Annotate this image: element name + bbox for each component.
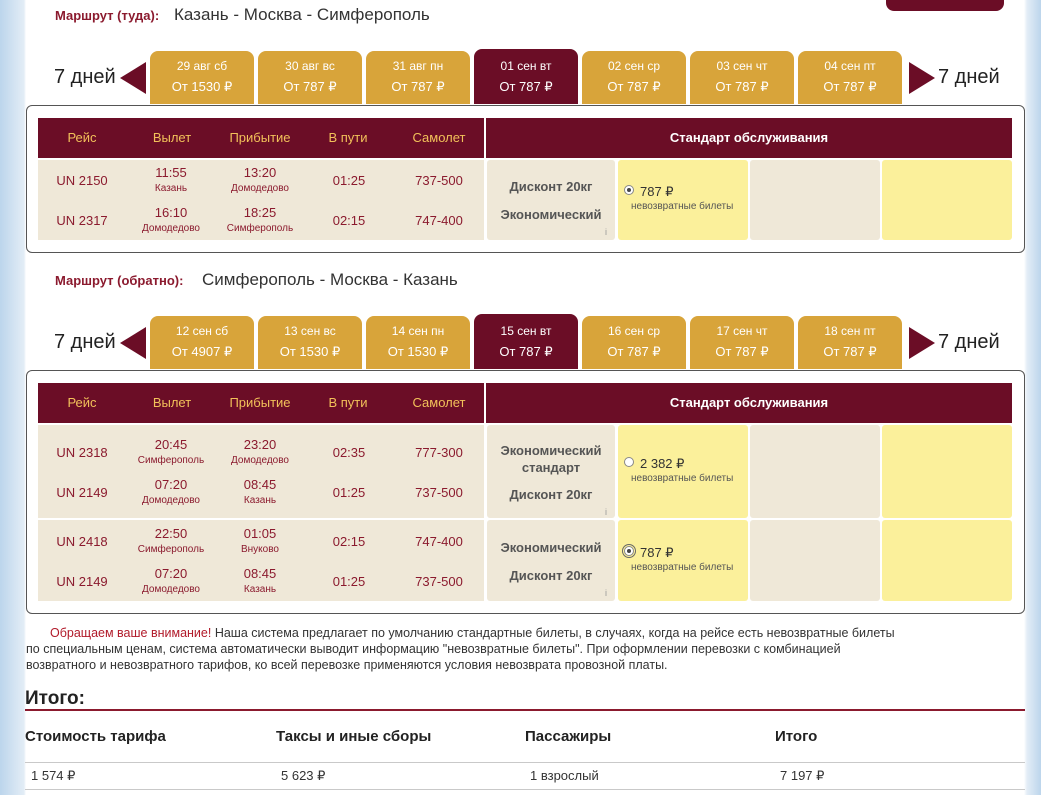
- fare-radio[interactable]: [624, 546, 634, 556]
- outbound-date-tabs: [150, 51, 906, 107]
- summary-title: Итого:: [25, 688, 85, 709]
- dep-city: Казань: [154, 183, 188, 194]
- top-action-button[interactable]: [886, 0, 1004, 11]
- summary-divider: [25, 709, 1025, 711]
- fare-empty-cell: [750, 425, 880, 518]
- outbound-next-days[interactable]: 7 дней: [938, 66, 1000, 88]
- dep-time: 20:45: [154, 437, 188, 452]
- outbound-prev-days[interactable]: 7 дней: [54, 66, 116, 88]
- tariff-name: стандарт: [521, 460, 581, 475]
- fare-empty-cell: [882, 160, 1012, 240]
- notice-text: [26, 625, 1026, 673]
- date-tab[interactable]: 16 сен ср От 787 ₽: [582, 316, 686, 369]
- header-aircraft: Самолет: [412, 130, 466, 145]
- outbound-route-label: Маршрут (туда):: [55, 8, 160, 23]
- flight-number: UN 2149: [56, 574, 108, 589]
- duration: 01:25: [332, 173, 366, 188]
- duration: 01:25: [332, 574, 366, 589]
- arr-city: Симферополь: [226, 223, 294, 234]
- arr-city: Казань: [243, 495, 277, 506]
- inbound-prev-days[interactable]: 7 дней: [54, 331, 116, 353]
- summary-header-taxes: Таксы и иные сборы: [276, 728, 432, 745]
- header-arrival: Прибытие: [229, 130, 291, 145]
- date-tab[interactable]: 04 сен пт От 787 ₽: [798, 51, 902, 104]
- inbound-next-arrow-icon[interactable]: [909, 327, 935, 359]
- fare-price: 2 382 ₽: [640, 456, 685, 471]
- date-tab[interactable]: 29 авг сб От 1530 ₽: [150, 51, 254, 104]
- arr-time: 18:25: [243, 205, 277, 220]
- aircraft: 747-400: [415, 534, 463, 549]
- outbound-table-header: [38, 118, 1012, 158]
- aircraft: 737-500: [415, 173, 463, 188]
- outbound-prev-arrow-icon[interactable]: [120, 62, 146, 94]
- arr-city: Домодедово: [231, 455, 289, 466]
- aircraft: 747-400: [415, 213, 463, 228]
- arr-city: Внуково: [240, 544, 279, 555]
- header-flight: Рейс: [67, 130, 97, 145]
- flight-number: UN 2149: [56, 485, 108, 500]
- tariff-name: Экономический: [500, 540, 602, 555]
- fare-option-cell[interactable]: [618, 160, 748, 240]
- flight-number: UN 2150: [56, 173, 108, 188]
- arr-time: 23:20: [243, 437, 277, 452]
- notice-line: возвратного и невозвратного тарифов, ко всей перевозке применяются условия невозврата провозной платы.: [26, 658, 668, 672]
- tariff-name: Экономический: [500, 443, 602, 458]
- date-tab-selected[interactable]: 15 сен вт От 787 ₽: [474, 314, 578, 369]
- duration: 02:35: [332, 445, 366, 460]
- inbound-table-header: [38, 383, 1012, 423]
- header-duration: В пути: [328, 395, 368, 410]
- summary-fare-value: 1 574 ₽: [31, 768, 76, 783]
- dep-city: Домодедово: [142, 584, 200, 595]
- header-flight: Рейс: [67, 395, 97, 410]
- header-aircraft: Самолет: [412, 395, 466, 410]
- header-arrival: Прибытие: [229, 395, 291, 410]
- tariff-name: Дисконт 20кг: [509, 179, 593, 194]
- arr-time: 08:45: [243, 566, 277, 581]
- fare-radio[interactable]: [624, 185, 634, 195]
- outbound-next-arrow-icon[interactable]: [909, 62, 935, 94]
- fare-empty-cell: [882, 520, 1012, 601]
- flight-number: UN 2318: [56, 445, 108, 460]
- fare-note: невозвратные билеты: [631, 473, 734, 484]
- flight-number: UN 2418: [56, 534, 108, 549]
- header-service: Стандарт обслуживания: [669, 395, 829, 410]
- date-tab[interactable]: 03 сен чт От 787 ₽: [690, 51, 794, 104]
- duration: 02:15: [332, 213, 366, 228]
- summary-taxes-value: 5 623 ₽: [281, 768, 326, 783]
- tariff-name: Экономический: [500, 207, 602, 222]
- dep-city: Домодедово: [142, 495, 200, 506]
- date-tab[interactable]: 30 авг вс От 787 ₽: [258, 51, 362, 104]
- outbound-route-name: Казань - Москва - Симферополь: [174, 5, 430, 24]
- date-tab[interactable]: 17 сен чт От 787 ₽: [690, 316, 794, 369]
- info-icon[interactable]: i: [605, 507, 607, 517]
- dep-time: 22:50: [154, 526, 188, 541]
- dep-city: Симферополь: [137, 544, 205, 555]
- summary-header-passengers: Пассажиры: [525, 728, 612, 745]
- notice-line: Наша система предлагает по умолчанию стандартные билеты, в случаях, когда на рейсе есть невозвратные билеты: [214, 626, 895, 640]
- aircraft: 777-300: [415, 445, 463, 460]
- arr-time: 13:20: [243, 165, 277, 180]
- inbound-next-days[interactable]: 7 дней: [938, 331, 1000, 353]
- arr-time: 08:45: [243, 477, 277, 492]
- dep-time: 07:20: [154, 566, 188, 581]
- fare-empty-cell: [750, 160, 880, 240]
- header-departure: Вылет: [152, 130, 192, 145]
- duration: 01:25: [332, 485, 366, 500]
- dep-time: 11:55: [155, 165, 187, 180]
- date-tab[interactable]: 18 сен пт От 787 ₽: [798, 316, 902, 369]
- summary-total-value: 7 197 ₽: [780, 768, 825, 783]
- aircraft: 737-500: [415, 574, 463, 589]
- dep-city: Домодедово: [142, 223, 200, 234]
- fare-empty-cell: [882, 425, 1012, 518]
- header-service: Стандарт обслуживания: [669, 130, 829, 145]
- date-tab[interactable]: 31 авг пн От 787 ₽: [366, 51, 470, 104]
- info-icon[interactable]: i: [605, 588, 607, 598]
- notice-highlight: Обращаем ваше внимание!: [50, 626, 212, 640]
- header-duration: В пути: [328, 130, 368, 145]
- inbound-route-label: Маршрут (обратно):: [55, 273, 184, 288]
- fare-note: невозвратные билеты: [631, 201, 734, 212]
- summary-header-fare: Стоимость тарифа: [25, 728, 166, 745]
- tariff-cell: [487, 160, 615, 240]
- date-tab[interactable]: 14 сен пн От 1530 ₽: [366, 316, 470, 369]
- arr-city: Казань: [243, 584, 277, 595]
- tariff-name: Дисконт 20кг: [509, 487, 593, 502]
- duration: 02:15: [332, 534, 366, 549]
- summary-passengers-value: 1 взрослый: [530, 768, 599, 783]
- arr-time: 01:05: [243, 526, 277, 541]
- info-icon[interactable]: i: [605, 227, 607, 237]
- fare-option-cell[interactable]: [618, 520, 748, 601]
- date-tab[interactable]: 02 сен ср От 787 ₽: [582, 51, 686, 104]
- notice-line: по специальным ценам, система автоматически выводит информацию "невозвратные билеты". При оформлении перевозки с комбинацией: [26, 642, 841, 656]
- arr-city: Домодедово: [231, 183, 289, 194]
- fare-radio[interactable]: [624, 457, 634, 467]
- fare-price: 787 ₽: [640, 184, 674, 199]
- fare-empty-cell: [750, 520, 880, 601]
- date-tab-selected[interactable]: 01 сен вт От 787 ₽: [474, 49, 578, 104]
- inbound-date-tabs: [150, 316, 906, 372]
- fare-note: невозвратные билеты: [631, 562, 734, 573]
- tariff-name: Дисконт 20кг: [509, 568, 593, 583]
- date-tab[interactable]: 12 сен сб От 4907 ₽: [150, 316, 254, 369]
- date-tab[interactable]: 13 сен вс От 1530 ₽: [258, 316, 362, 369]
- tariff-cell: [487, 520, 615, 601]
- dep-time: 07:20: [154, 477, 188, 492]
- inbound-prev-arrow-icon[interactable]: [120, 327, 146, 359]
- summary-header-total: Итого: [775, 728, 818, 745]
- dep-time: 16:10: [154, 205, 188, 220]
- fare-price: 787 ₽: [640, 545, 674, 560]
- summary-row-line: [25, 762, 1025, 763]
- dep-city: Симферополь: [137, 455, 205, 466]
- summary-row-line: [25, 789, 1025, 790]
- flight-number: UN 2317: [56, 213, 108, 228]
- inbound-route-name: Симферополь - Москва - Казань: [202, 270, 458, 289]
- header-departure: Вылет: [152, 395, 192, 410]
- aircraft: 737-500: [415, 485, 463, 500]
